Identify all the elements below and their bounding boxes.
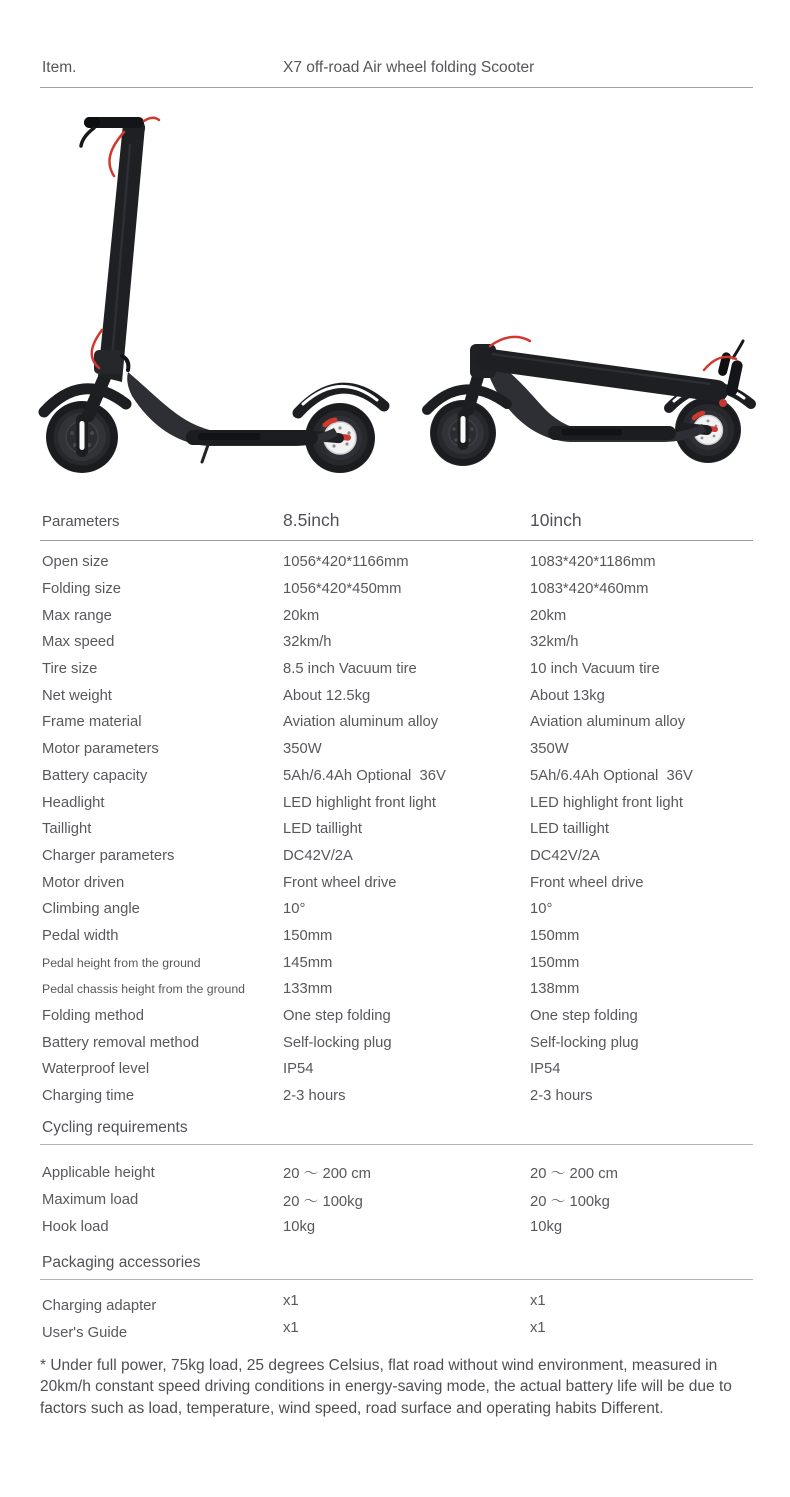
spec-value-8-5inch: 150mm: [283, 927, 333, 944]
item-label: Item.: [42, 59, 77, 76]
cycling-row: [40, 1159, 753, 1186]
spec-label: Motor driven: [42, 874, 125, 891]
scooter-folded-image: [420, 308, 775, 478]
spec-label: Headlight: [42, 794, 105, 811]
spec-value-8-5inch: 1056*420*450mm: [283, 581, 402, 598]
cycling-row: [40, 1214, 753, 1241]
cycling-value-10inch: 10kg: [530, 1219, 563, 1236]
column-header-parameters: Parameters: [42, 513, 120, 530]
spec-value-10inch: IP54: [530, 1061, 561, 1078]
packaging-row: [40, 1320, 753, 1347]
taillight: [719, 399, 727, 407]
spec-label: Folding method: [42, 1008, 144, 1025]
spec-value-8-5inch: 350W: [283, 741, 322, 758]
spec-value-8-5inch: DC42V/2A: [283, 847, 353, 864]
left-red-cable: [490, 337, 530, 346]
spec-value-10inch: Front wheel drive: [530, 874, 644, 891]
cycling-requirements-table: [40, 1159, 753, 1241]
spec-label: Pedal chassis height from the ground: [42, 982, 246, 997]
column-header-10inch: 10inch: [530, 510, 582, 530]
cycling-value-8-5inch: 20 ～ 200 cm: [283, 1166, 372, 1183]
spec-row: [40, 1003, 753, 1030]
spec-value-10inch: 32km/h: [530, 634, 579, 651]
spec-label: Charger parameters: [42, 847, 175, 864]
spec-row: [40, 789, 753, 816]
spec-value-8-5inch: 10°: [283, 901, 306, 918]
spec-label: Frame material: [42, 714, 142, 731]
cycling-requirements-header: [40, 1115, 753, 1145]
spec-value-10inch: LED taillight: [530, 821, 609, 838]
packaging-accessories-table: [40, 1293, 753, 1346]
spec-row: [40, 843, 753, 870]
spec-value-10inch: One step folding: [530, 1008, 638, 1025]
spec-value-8-5inch: 32km/h: [283, 634, 332, 651]
cycling-value-8-5inch: 10kg: [283, 1219, 316, 1236]
spec-value-8-5inch: LED taillight: [283, 821, 362, 838]
stem: [98, 117, 145, 382]
spec-label: Waterproof level: [42, 1061, 150, 1078]
packaging-accessories-header: [40, 1250, 753, 1280]
scooter-unfolded-image: [38, 100, 408, 485]
spec-label: Pedal width: [42, 927, 119, 944]
spec-label: Tire size: [42, 661, 98, 678]
spec-value-10inch: 150mm: [530, 927, 580, 944]
page-header: [40, 52, 753, 88]
packaging-accessories-title: Packaging accessories: [42, 1254, 201, 1271]
spec-row: [40, 629, 753, 656]
spec-value-10inch: 150mm: [530, 954, 580, 971]
cycling-label: Applicable height: [42, 1164, 155, 1181]
cycling-value-10inch: 20 ～ 100kg: [530, 1193, 610, 1210]
spec-value-8-5inch: 133mm: [283, 981, 333, 998]
spec-value-10inch: 1083*420*460mm: [530, 581, 649, 598]
spec-value-8-5inch: 8.5 inch Vacuum tire: [283, 661, 417, 678]
spec-row: [40, 763, 753, 790]
spec-label: Folding size: [42, 581, 121, 598]
spec-value-10inch: 20km: [530, 607, 567, 624]
packaging-value-10inch: x1: [530, 1293, 546, 1310]
spec-value-8-5inch: Front wheel drive: [283, 874, 397, 891]
spec-label: Max range: [42, 607, 112, 624]
scooter-unfolded-drawing: [38, 100, 408, 485]
packaging-value-8-5inch: x1: [283, 1319, 299, 1336]
spec-row: [40, 549, 753, 576]
spec-value-8-5inch: 5Ah/6.4Ah Optional 36V: [283, 767, 446, 784]
scooter-folded-drawing: [420, 308, 775, 478]
upper-red-cable: [144, 118, 159, 121]
spec-value-10inch: 2-3 hours: [530, 1088, 593, 1105]
spec-value-10inch: 350W: [530, 741, 569, 758]
spec-value-10inch: 10°: [530, 901, 553, 918]
spec-value-8-5inch: 20km: [283, 607, 320, 624]
spec-value-10inch: About 13kg: [530, 687, 605, 704]
spec-value-8-5inch: LED highlight front light: [283, 794, 436, 811]
spec-label: Battery capacity: [42, 767, 148, 784]
spec-value-10inch: LED highlight front light: [530, 794, 683, 811]
footnote-text: * Under full power, 75kg load, 25 degrees Celsius, flat road without wind environment, measured in 20km/h constant speed driving conditions in energy-saving mode, the actual battery life will be due to factors such as load, temperature, wind speed, road surface and operating habits Different.: [40, 1357, 732, 1417]
spec-value-8-5inch: 145mm: [283, 954, 333, 971]
spec-value-10inch: Aviation aluminum alloy: [530, 714, 686, 731]
spec-row: [40, 976, 753, 1003]
spec-row: [40, 602, 753, 629]
cycling-requirements-title: Cycling requirements: [42, 1119, 188, 1136]
product-title: X7 off-road Air wheel folding Scooter: [283, 59, 535, 76]
spec-value-10inch: 10 inch Vacuum tire: [530, 661, 660, 678]
spec-row: [40, 656, 753, 683]
spec-value-8-5inch: One step folding: [283, 1008, 391, 1025]
spec-table: [40, 549, 753, 1109]
spec-label: Open size: [42, 554, 109, 571]
spec-value-8-5inch: IP54: [283, 1061, 314, 1078]
spec-label: Motor parameters: [42, 741, 159, 758]
spec-value-10inch: 5Ah/6.4Ah Optional 36V: [530, 767, 693, 784]
spec-row: [40, 923, 753, 950]
spec-row: [40, 736, 753, 763]
brake-lever: [81, 128, 94, 146]
spec-value-8-5inch: Aviation aluminum alloy: [283, 714, 439, 731]
cycling-value-8-5inch: 20 ～ 100kg: [283, 1193, 363, 1210]
cycling-row: [40, 1186, 753, 1213]
spec-row: [40, 1029, 753, 1056]
spec-value-10inch: Self-locking plug: [530, 1034, 639, 1051]
spec-value-10inch: 1083*420*1186mm: [530, 554, 656, 571]
spec-label: Pedal height from the ground: [42, 955, 201, 970]
packaging-label: Charging adapter: [42, 1298, 157, 1315]
cycling-label: Maximum load: [42, 1192, 139, 1209]
spec-row: [40, 949, 753, 976]
spec-label: Taillight: [42, 821, 92, 838]
spec-value-8-5inch: Self-locking plug: [283, 1034, 392, 1051]
spec-table-header: [40, 503, 753, 541]
handlebar: [81, 117, 159, 146]
cycling-value-10inch: 20 ～ 200 cm: [530, 1166, 619, 1183]
packaging-value-8-5inch: x1: [283, 1293, 299, 1310]
spec-row: [40, 709, 753, 736]
spec-row: [40, 816, 753, 843]
spec-value-8-5inch: 2-3 hours: [283, 1088, 346, 1105]
spec-value-10inch: 138mm: [530, 981, 580, 998]
spec-label: Battery removal method: [42, 1034, 200, 1051]
spec-label: Max speed: [42, 634, 115, 651]
spec-value-8-5inch: About 12.5kg: [283, 687, 371, 704]
spec-row: [40, 896, 753, 923]
spec-value-10inch: DC42V/2A: [530, 847, 600, 864]
spec-row: [40, 1083, 753, 1110]
column-header-8-5inch: 8.5inch: [283, 510, 340, 530]
spec-row: [40, 1056, 753, 1083]
packaging-label: User's Guide: [42, 1324, 128, 1341]
cycling-label: Hook load: [42, 1219, 109, 1236]
kickstand: [202, 445, 208, 462]
spec-row: [40, 682, 753, 709]
spec-label: Net weight: [42, 687, 112, 704]
spec-label: Climbing angle: [42, 901, 140, 918]
spec-row: [40, 576, 753, 603]
packaging-value-10inch: x1: [530, 1319, 546, 1336]
deck: [127, 372, 338, 462]
brake-lever: [733, 341, 743, 358]
spec-value-8-5inch: 1056*420*1166mm: [283, 554, 409, 571]
packaging-row: [40, 1293, 753, 1320]
spec-row: [40, 869, 753, 896]
spec-label: Charging time: [42, 1088, 135, 1105]
